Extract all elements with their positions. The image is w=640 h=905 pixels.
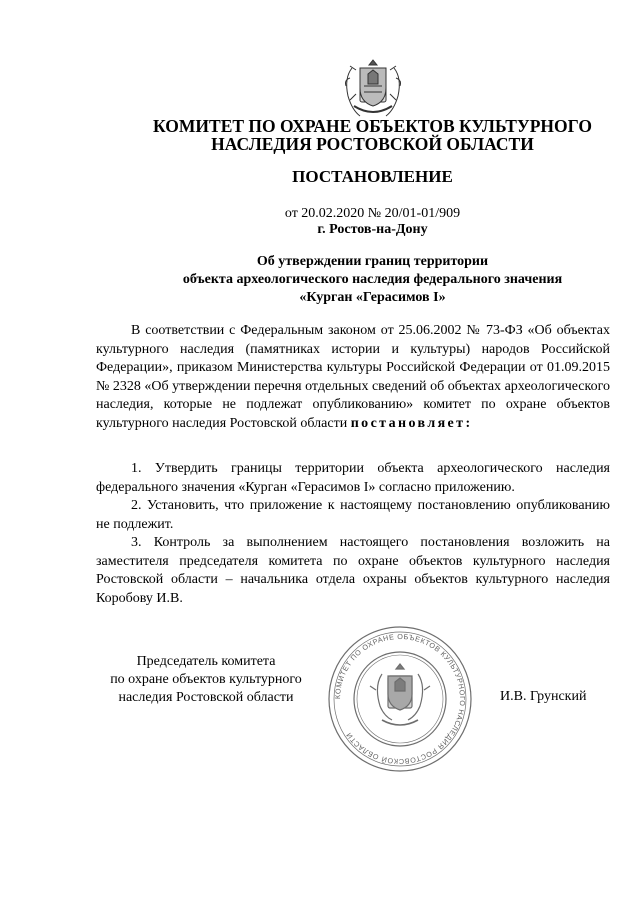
document-type: ПОСТАНОВЛЕНИЕ	[292, 167, 453, 186]
city: г. Ростов-на-Дону	[317, 222, 428, 237]
signatory-title	[96, 653, 316, 708]
resolution-item-3: 3. Контроль за выполнением настоящего постановления возложить на заместителя председателя комитета по охране объектов культурного наследия Ростовской области – начальника отдела охраны объектов культурного наследия Коробову И.В.	[96, 535, 610, 606]
org-name-line-1: КОМИТЕТ ПО ОХРАНЕ ОБЪЕКТОВ КУЛЬТУРНОГО	[153, 116, 592, 136]
subject-line-2: объекта археологического наследия федерального значения	[182, 272, 563, 287]
resolves-keyword: постановляет:	[350, 415, 473, 431]
date-number: от 20.02.2020 № 20/01-01/909	[284, 206, 461, 221]
signatory-title-line-2: по охране объектов культурного	[110, 672, 302, 688]
resolution-item-2: 2. Установить, что приложение к настоящему постановлению опубликованию не подлежит.	[96, 498, 610, 532]
official-stamp-icon	[326, 624, 474, 774]
resolution-item-1: 1. Утвердить границы территории объекта археологического наследия федерального значения «Курган «Герасимов I» согласно приложению.	[96, 461, 610, 495]
signatory-title-line-3: наследия Ростовской области	[118, 690, 294, 706]
subject-line-3: «Курган «Герасимов I»	[299, 290, 446, 305]
stamp-text: КОМИТЕТ ПО ОХРАНЕ ОБЪЕКТОВ КУЛЬТУРНОГО НАСЛЕДИЯ РОСТОВСКОЙ ОБЛАСТИ	[332, 631, 468, 767]
signatory-name: И.В. Грунский	[500, 689, 587, 704]
preamble-text: В соответствии с Федеральным законом от 25.06.2002 № 73-ФЗ «Об объектах культурного наследия (памятниках истории и культуры) народов Российской Федерации», приказом Министерства культуры Российской Федерации от 01.09.2015 № 2328 «Об утверждении перечня отдельных сведений об объектах археологического наследия, которые не подлежат опубликованию» комитет по охране объектов культурного наследия Ростовской области	[96, 323, 610, 431]
preamble-paragraph	[96, 322, 610, 434]
coat-of-arms-icon	[338, 56, 408, 122]
subject-line-1: Об утверждении границ территории	[256, 254, 489, 269]
org-name-line-2: НАСЛЕДИЯ РОСТОВСКОЙ ОБЛАСТИ	[211, 134, 534, 154]
signatory-title-line-1: Председатель комитета	[136, 654, 276, 669]
